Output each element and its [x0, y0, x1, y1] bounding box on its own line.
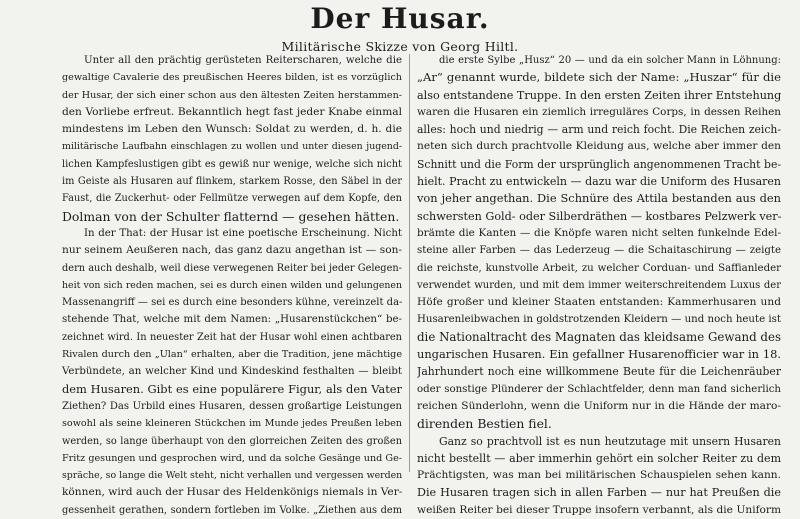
- article-subtitle: Militärische Skizze von Georg Hiltl.: [281, 39, 519, 54]
- text-line: nicht bestellt — aber immerhin gehört ein solcher Reiter zu dem: [417, 451, 781, 465]
- text-line: im Geiste als Husaren auf flinkem, starkem Rosse, den Säbel in der: [62, 176, 402, 188]
- text-line: sowohl als seine kleineren Stückchen im Munde jedes Preußen leben: [62, 418, 402, 430]
- text-line: brämte die Kanten — die Knöpfe waren nicht selten funkelnde Edel-: [417, 226, 781, 239]
- text-line: den Vorliebe erfreut. Bekanntlich hegt fast jeder Knabe einmal: [62, 105, 402, 118]
- text-line: Massenangriff — sei es durch eine besonders kühne, vereinzelt da-: [62, 297, 402, 309]
- text-line: Faust, die Zuckerhut- oder Fellmütze verwegen auf dem Kopfe, den: [62, 193, 402, 205]
- text-line: also entstandene Truppe. In den ersten Zeiten ihrer Entstehung: [417, 88, 781, 102]
- text-line: die Nationaltracht des Magnaten das kleidsame Gewand des: [417, 329, 781, 344]
- text-line: der Husar, der sich einer schon aus den ältesten Zeiten herstammen-: [62, 89, 402, 101]
- text-line: ungarischen Husaren. Ein gefallner Husarenofficier war in 18.: [417, 347, 781, 362]
- text-line: heit von sich reden machen, sei es durch einen wilden und gelungenen: [62, 279, 402, 291]
- text-line: stehende That, welche mit dem Namen: „Husarenstückchen“ be-: [62, 314, 402, 326]
- text-line: schwersten Gold- oder Silberdräthen — kostbares Pelzwerk ver-: [417, 209, 781, 223]
- text-line: Die Husaren tragen sich in allen Farben — nur hat Preußen die: [417, 486, 781, 500]
- text-line: nur seinem Aeußeren nach, das ganz dazu angethan ist — son-: [62, 244, 402, 257]
- text-line: reichen Sünderlohn, wenn die Uniform nur in die Hände der maro-: [417, 399, 781, 412]
- text-line: zeichnet wird. In neuester Zeit hat der Husar wohl einen achtbaren: [62, 331, 402, 343]
- text-line: waren die Husaren ein ziemlich irreguläres Corps, in dessen Reihen: [417, 105, 781, 118]
- article-title: Der Husar.: [310, 2, 490, 35]
- text-line: direnden Bestien fiel.: [417, 416, 552, 432]
- text-line: „Ar“ genannt wurde, bildete sich der Name: „Huszar“ für die: [417, 70, 781, 85]
- text-line: von jeher angethan. Die Schnüre des Attila bestanden aus den: [417, 191, 781, 206]
- text-line: die erste Sylbe „Husz“ 20 — und da ein solcher Mann in Löhnung:: [439, 55, 781, 66]
- text-line: Fritz gesungen und gesprochen wird, und da solche Gesänge und Ge-: [62, 452, 402, 464]
- text-line: verwendet wurden, und mit dem immer weiterschreitendem Luxus der: [417, 279, 781, 291]
- text-line: mindestens im Leben den Wunsch: Soldat zu werden, d. h. die: [62, 123, 402, 136]
- column-divider: [409, 54, 410, 472]
- text-line: werden, so lange überhaupt von den glorreichen Zeiten des großen: [62, 435, 402, 447]
- text-line: Verbündete, an welcher Kind und Kindeskind festhalten — bleibt: [62, 366, 402, 378]
- text-line: oder sonstige Plünderer der Schlachtfelder, denn man fand sicherlich: [417, 383, 781, 395]
- text-line: Höfe großer und kleiner Staaten entstanden: Kammerhusaren und: [417, 296, 781, 309]
- text-line: Schnitt und die Form der ursprünglich angenommenen Tracht be-: [417, 157, 781, 171]
- right-column: [417, 52, 781, 519]
- text-line: Unter all den prächtig gerüsteten Reiterscharen, welche die: [84, 55, 402, 66]
- text-line: alles: hoch und niedrig — arm und reich focht. Die Reichen zeich-: [417, 123, 781, 137]
- text-line: Ganz so prachtvoll ist es nun heutzutage mit unsern Husaren: [439, 434, 781, 448]
- text-line: können, wird auch der Husar des Heldenkönigs niemals in Ver-: [62, 486, 402, 499]
- text-line: gewaltige Cavalerie des preußischen Heeres bilden, ist es vorzüglich: [62, 72, 402, 84]
- text-line: weißen Reiter bei dieser Truppe insofern verbannt, als die Uniform: [417, 503, 781, 516]
- text-line: Dolman von der Schulter flatternd — gesehen hätten.: [62, 208, 400, 224]
- text-line: Husarenleibwachen in goldstrotzenden Kleidern — und noch heute ist: [417, 314, 781, 326]
- text-line: Prächtigsten, was man bei militärischen Schauspielen sehen kann.: [417, 469, 781, 482]
- text-line: dem Husaren. Gibt es eine populärere Figur, als den Vater: [62, 381, 402, 396]
- text-line: Ziethen? Das Urbild eines Husaren, dessen großartige Leistungen: [62, 400, 402, 412]
- text-line: steine aller Farben — das Lederzeug — die Schaitaschirung — zeigte: [417, 245, 781, 257]
- text-line: In der That: der Husar ist eine poetische Erscheinung. Nicht: [84, 227, 402, 239]
- left-column: [62, 52, 402, 519]
- text-line: gessenheit gerathen, sondern fortleben im Volke. „Ziethen aus dem: [62, 504, 402, 516]
- text-line: Jahrhundert noch eine willkommene Beute für die Leichenräuber: [417, 365, 781, 379]
- text-line: militärische Laufbahn einschlagen zu wollen und unter diesen jugend-: [62, 141, 402, 153]
- text-line: hielt. Pracht zu entwickeln — dazu war die Uniform des Husaren: [417, 175, 781, 189]
- text-line: neten sich durch prachtvolle Kleidung aus, welche aber immer den: [417, 140, 781, 153]
- text-line: lichen Kampfeslustigen gibt es gewiß nur wenige, welche sich nicht: [62, 158, 402, 170]
- text-line: spräche, so lange die Welt steht, nicht verhallen und vergessen werden: [62, 470, 402, 482]
- text-line: die reichste, kunstvolle Arbeit, zu welcher Corduan- und Saffianleder: [417, 262, 781, 274]
- text-line: dern auch deshalb, weil diese verwegenen Reiter bei jeder Gelegen-: [62, 262, 402, 274]
- text-line: Rivalen durch den „Ulan“ erhalten, aber die Tradition, jene mächtige: [62, 349, 402, 361]
